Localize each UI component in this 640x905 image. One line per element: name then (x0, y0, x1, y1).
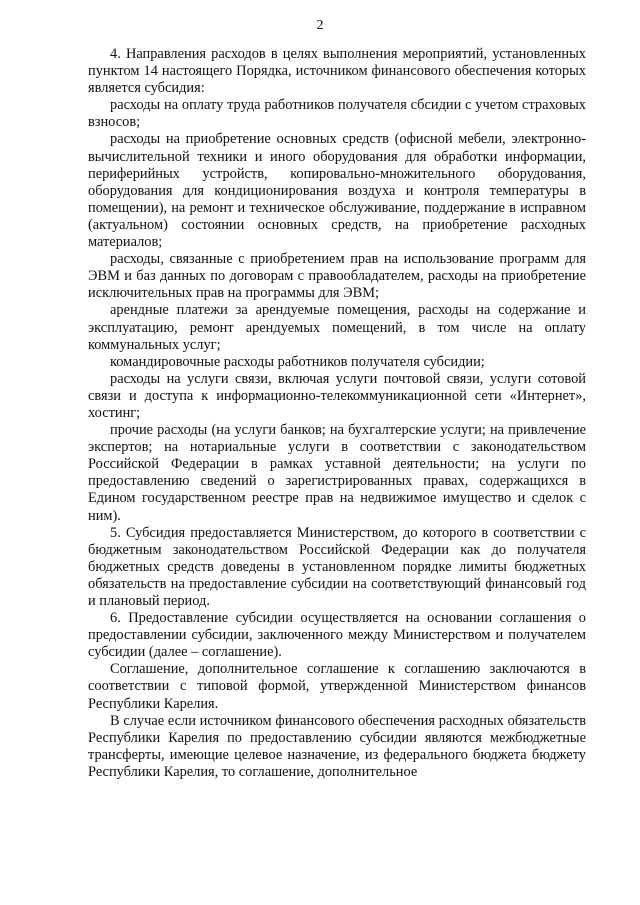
paragraph-software-rights: расходы, связанные с приобретением прав на использование программ для ЭВМ и баз данных по договорам с правообладателем, расходы на приобретение исключительных прав на программы для ЭВМ; (88, 251, 586, 302)
paragraph-item-6-agreement: 6. Предоставление субсидии осуществляется на основании соглашения о предоставлении субсидии, заключенного между Министерством и получателем субсидии (далее – соглашение). (88, 610, 586, 661)
paragraph-item-4-expense-directions: 4. Направления расходов в целях выполнения мероприятий, установленных пунктом 14 настоящего Порядка, источником финансового обеспечения которых является субсидия: (88, 46, 586, 97)
paragraph-federal-transfers: В случае если источником финансового обеспечения расходных обязательств Республики Карелия по предоставлению субсидии являются межбюджетные трансферты, имеющие целевое назначение, из федерального бюджета бюджету Республики Карелия, то соглашение, дополнительное (88, 712, 586, 780)
paragraph-agreement-form: Соглашение, дополнительное соглашение к соглашению заключаются в соответствии с типовой формой, утвержденной Министерством финансов Республики Карелия. (88, 661, 586, 712)
paragraph-item-5-subsidy-provider: 5. Субсидия предоставляется Министерством, до которого в соответствии с бюджетным законодательством Российской Федерации как до получателя бюджетных средств доведены в установленном порядке лимиты бюджетных обязательств на предоставление субсидии на соответствующий финансовый год и плановый период. (88, 524, 586, 609)
paragraph-labor-costs: расходы на оплату труда работников получателя сбсидии с учетом страховых взносов; (88, 97, 586, 131)
document-body (88, 46, 586, 781)
paragraph-fixed-assets: расходы на приобретение основных средств (офисной мебели, электронно-вычислительной техники и иного оборудования для обработки информации, периферийных устройств, копировально-множительного оборудования, оборудования для кондиционирования воздуха и контроля температуры в помещении), на ремонт и техническое обслуживание, поддержание в исправном (актуальном) состоянии основных средств, на приобретение расходных материалов; (88, 131, 586, 251)
paragraph-other-expenses: прочие расходы (на услуги банков; на бухгалтерские услуги; на привлечение экспертов; на нотариальные услуги в соответствии с законодательством Российской Федерации в рамках уставной деятельности; на услуги по предоставлению сведений о зарегистрированных правах, содержащихся в Едином государственном реестре прав на недвижимое имущество и сделок с ним). (88, 422, 586, 524)
paragraph-rent-payments: арендные платежи за арендуемые помещения, расходы на содержание и эксплуатацию, ремонт арендуемых помещений, в том числе на оплату коммунальных услуг; (88, 302, 586, 353)
paragraph-travel-expenses: командировочные расходы работников получателя субсидии; (110, 353, 485, 370)
page-number: 2 (316, 18, 324, 33)
paragraph-communication-services: расходы на услуги связи, включая услуги почтовой связи, услуги сотовой связи и доступа к информационно-телекоммуникационной сети «Интернет», хостинг; (88, 370, 586, 421)
